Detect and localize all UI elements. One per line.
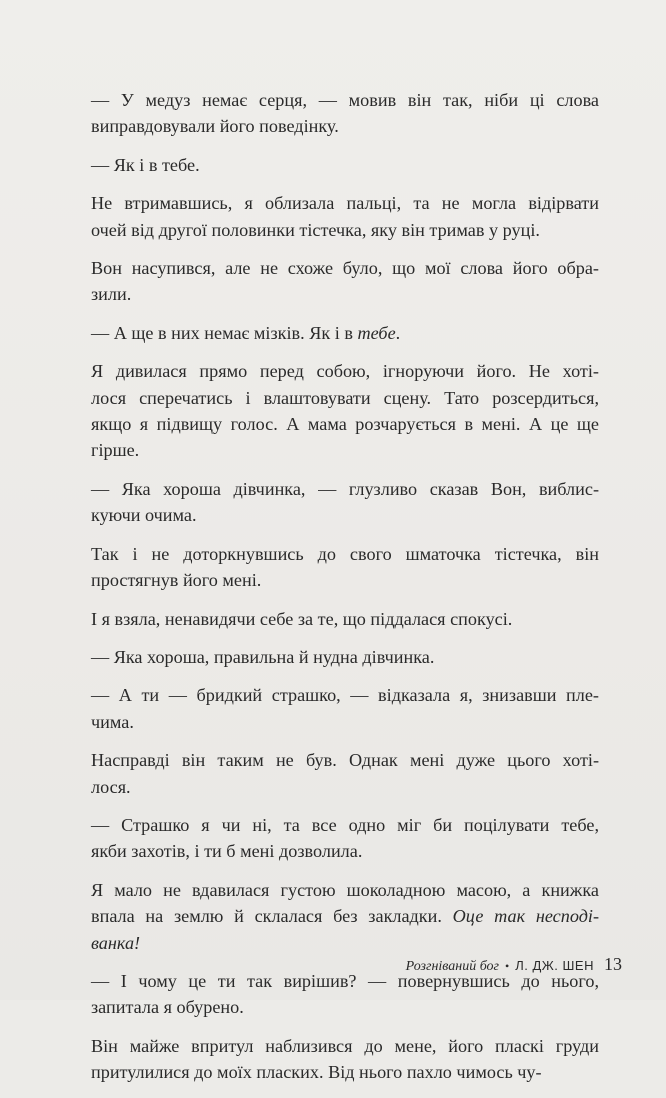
- text-line: Не втримавшись, я облизала пальці, та не могла відірвати: [91, 193, 599, 214]
- text-line: — Яка хороша дівчинка, — глузливо сказав Вон, виблис-: [91, 478, 599, 499]
- text-line: — Страшко я чи ні, та все одно міг би поцілувати тебе,: [91, 814, 599, 835]
- paragraph: [91, 541, 599, 594]
- page-number: 13: [604, 954, 622, 974]
- text-line: — І чому це ти так вирішив? — повернувшись до нього,: [91, 970, 599, 991]
- text-line: — Яка хороша, правильна й нудна дівчинка.: [91, 646, 435, 667]
- text-line: лося.: [91, 776, 131, 797]
- text-line: Я дивилася прямо перед собою, ігноруючи його. Не хоті-: [91, 361, 599, 382]
- text-line: Вон насупився, але не схоже було, що мої слова його обра-: [91, 258, 599, 279]
- text-line: гірше.: [91, 440, 140, 461]
- text-line: — У медуз немає серця, — мовив він так, ніби ці слова: [91, 90, 599, 110]
- text-line: простягнув його мені.: [91, 570, 262, 591]
- paragraph: [91, 812, 599, 865]
- text-line: якщо я підвищу голос. А мама розчарується в мені. А це ще: [91, 414, 599, 435]
- text-line: запитала я обурено.: [91, 997, 244, 1018]
- text-line: — Як і в тебе.: [91, 154, 200, 175]
- paragraph: [91, 320, 599, 346]
- author-name: Л. ДЖ. ШЕН: [515, 958, 594, 973]
- paragraph: [91, 255, 599, 308]
- text-line: чима.: [91, 711, 134, 732]
- text-line: якби захотів, і ти б мені дозволила.: [91, 841, 363, 862]
- text-line: ванка!: [91, 932, 141, 953]
- paragraph: [91, 644, 599, 670]
- paragraph: [91, 877, 599, 956]
- paragraph: [91, 476, 599, 529]
- paragraph: [91, 1033, 599, 1086]
- paragraph: [91, 747, 599, 800]
- text-line: очей від другої половинки тістечка, яку він тримав у руці.: [91, 219, 540, 240]
- body-text: [91, 87, 599, 1098]
- paragraph: [91, 87, 599, 140]
- text-line: виправдовували його поведінку.: [91, 116, 339, 137]
- paragraph: [91, 358, 599, 464]
- text-line: — А ти — бридкий страшко, — відказала я, знизавши пле-: [91, 685, 599, 706]
- text-line: — А ще в них немає мізків. Як і в тебе.: [91, 322, 401, 343]
- text-line: куючи очима.: [91, 505, 197, 526]
- footer-separator: •: [505, 959, 510, 973]
- text-line: Так і не доторкнувшись до свого шматочка тістечка, він: [91, 543, 599, 564]
- text-line: Він майже впритул наблизився до мене, його пласкі груди: [91, 1035, 599, 1056]
- paragraph: [91, 606, 599, 632]
- text-line: зили.: [91, 284, 132, 305]
- paragraph: [91, 190, 599, 243]
- text-line: І я взяла, ненавидячи себе за те, що піддалася спокусі.: [91, 608, 513, 629]
- book-title: Розгніваний бог: [405, 959, 500, 974]
- running-footer: [400, 954, 622, 978]
- text-line: притулилися до моїх пласких. Від нього пахло чимось чу-: [91, 1062, 542, 1083]
- paragraph: [91, 682, 599, 735]
- text-line: Я мало не вдавилася густою шоколадною масою, а книжка: [91, 879, 599, 900]
- text-line: впала на землю й склалася без закладки. Оце так несподі-: [91, 906, 600, 927]
- paragraph: [91, 152, 599, 178]
- text-line: лося сперечатись і влаштовувати сцену. Тато розсердиться,: [91, 387, 599, 408]
- text-line: Насправді він таким не був. Однак мені дуже цього хоті-: [91, 750, 599, 771]
